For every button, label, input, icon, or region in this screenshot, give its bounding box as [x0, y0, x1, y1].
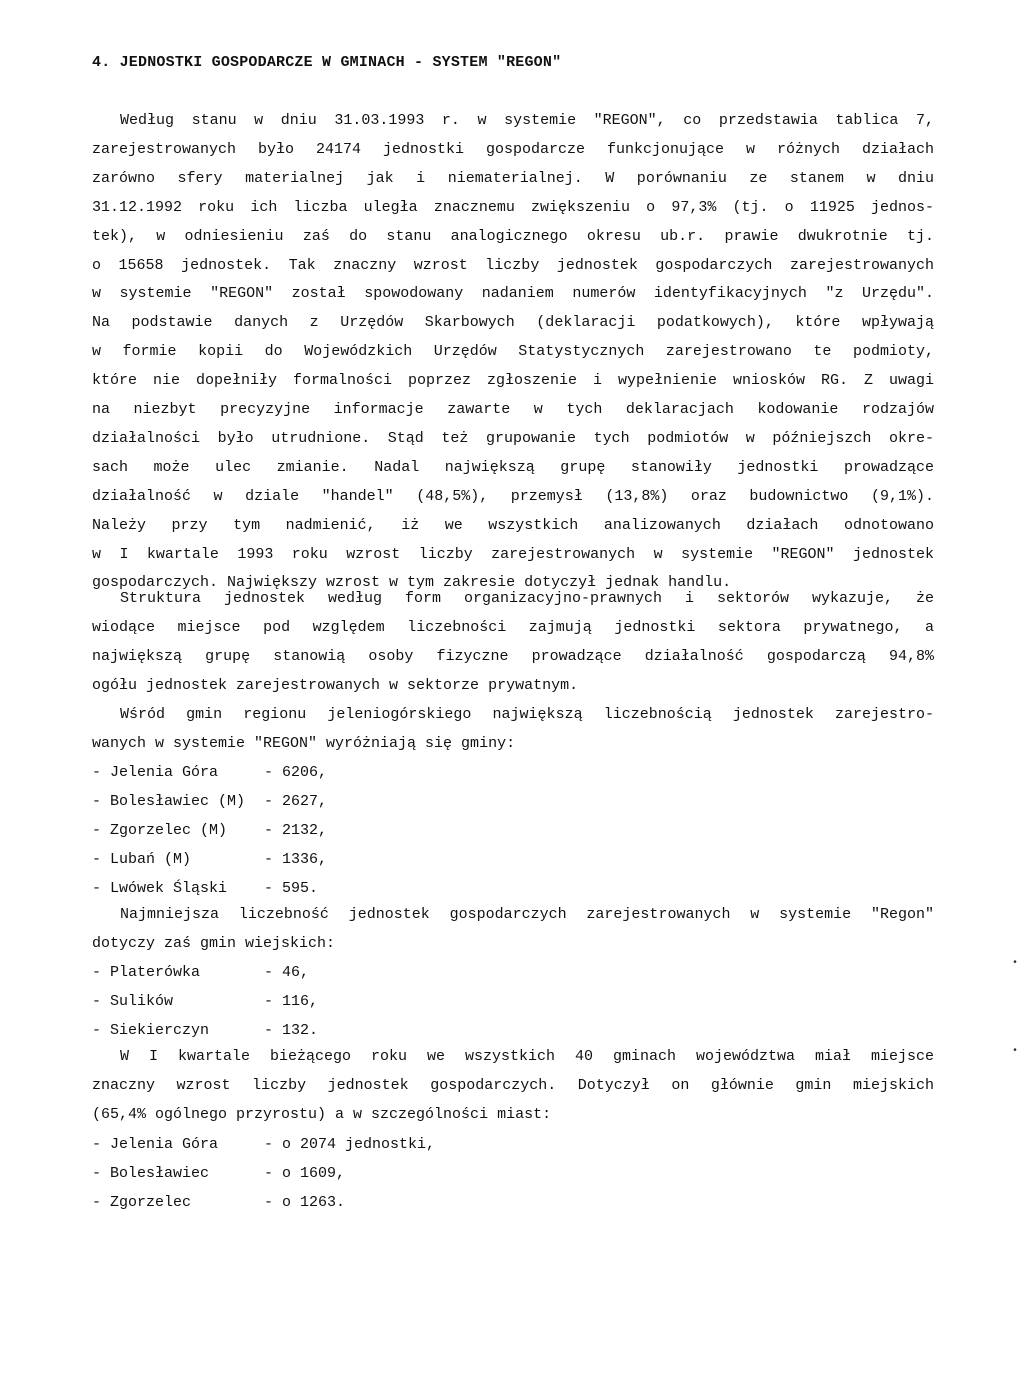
gmina-count: - 1336,: [264, 850, 328, 868]
gmina-name: - Siekierczyn: [92, 1021, 210, 1039]
paragraph1-line: gospodarczych. Największy wzrost w tym zakresie dotyczył jednak handlu.: [92, 574, 732, 592]
paragraph2-line: ogółu jednostek zarejestrowanych w sektorze prywatnym.: [92, 676, 579, 694]
gmina-name: - Sulików: [92, 992, 174, 1010]
top-gminas-item: [92, 793, 327, 811]
gmina-count: - 116,: [264, 992, 319, 1010]
paragraph1-line: Należy przy tym nadmienić, iż we wszystkich analizowanych działach odnotowano: [92, 516, 934, 534]
paragraph1-line: działalności było utrudnione. Stąd też grupowanie tych podmiotów w późniejszch okre-: [92, 429, 934, 447]
gmina-count: - 46,: [264, 964, 310, 981]
growth-cities-item: [92, 1165, 345, 1183]
paragraph1-line: na niezbyt precyzyjne informacje zawarte w tych deklaracjach kodowanie rodzajów: [92, 401, 934, 418]
paragraph1-line: w systemie "REGON" został spowodowany nadaniem numerów identyfikacyjnych "z Urzędu".: [92, 285, 934, 303]
top-gminas-item: [92, 851, 327, 869]
gmina-count: - 595.: [264, 879, 319, 897]
smallest-gminas-item: [92, 1022, 318, 1040]
paragraph1-line: Na podstawie danych z Urzędów Skarbowych (deklaracji podatkowych), które wpływają: [92, 314, 934, 332]
paragraph4-line: dotyczy zaś gmin wiejskich:: [92, 934, 336, 952]
gmina-count: - 132.: [264, 1021, 319, 1039]
growth-cities-item: [92, 1194, 345, 1212]
gmina-name: - Zgorzelec (M): [92, 821, 228, 839]
top-gminas-item: [92, 880, 318, 898]
gmina-name: - Jelenia Góra: [92, 1136, 219, 1153]
growth-cities-item: [92, 1136, 435, 1154]
gmina-name: - Lwówek Śląski: [92, 879, 228, 897]
paragraph1-line: o 15658 jednostek. Tak znaczny wzrost liczby jednostek gospodarczych zarejestrowanych: [92, 256, 934, 274]
paragraph5-line: W I kwartale bieżącego roku we wszystkich 40 gminach województwa miał miejsce: [120, 1048, 934, 1065]
top-gminas-item: [92, 764, 327, 782]
gmina-name: - Jelenia Góra: [92, 764, 219, 781]
gmina-count: - 6206,: [264, 764, 328, 781]
paragraph1-line: działalność w dziale "handel" (48,5%), przemysł (13,8%) oraz budownictwo (9,1%).: [92, 487, 934, 505]
paragraph1-line: 31.12.1992 roku ich liczba uległa znacznemu zwiększeniu o 97,3% (tj. o 11925 jednos-: [92, 198, 934, 216]
gmina-count: - 2627,: [264, 792, 328, 810]
gmina-count: - 2132,: [264, 821, 328, 839]
gmina-name: - Bolesławiec (M): [92, 792, 246, 810]
gmina-name: - Zgorzelec: [92, 1193, 192, 1211]
gmina-count: - o 2074 jednostki,: [264, 1136, 436, 1153]
paragraph5-line: (65,4% ogólnego przyrostu) a w szczególności miast:: [92, 1105, 552, 1123]
smallest-gminas-item: [92, 993, 318, 1011]
scan-mark: •: [1012, 958, 1019, 969]
scan-mark: •: [1012, 1046, 1019, 1057]
paragraph2-line: Struktura jednostek według form organizacyjno-prawnych i sektorów wykazuje, że: [120, 590, 934, 607]
paragraph5-line: znaczny wzrost liczby jednostek gospodarczych. Dotyczył on głównie gmin miejskich: [92, 1076, 934, 1094]
smallest-gminas-item: [92, 964, 309, 982]
paragraph2-line: wiodące miejsce pod względem liczebności zajmują jednostki sektora prywatnego, a: [92, 618, 934, 636]
gmina-count: - o 1263.: [264, 1193, 346, 1211]
paragraph1-line: w formie kopii do Wojewódzkich Urzędów Statystycznych zarejestrowano te podmioty,: [92, 343, 934, 361]
paragraph2-line: największą grupę stanowią osoby fizyczne prowadzące działalność gospodarczą 94,8%: [92, 647, 934, 665]
gmina-name: - Platerówka: [92, 964, 201, 981]
paragraph1-line: zarejestrowanych było 24174 jednostki gospodarcze funkcjonujące w różnych działach: [92, 140, 934, 158]
gmina-count: - o 1609,: [264, 1164, 346, 1182]
paragraph3-line: wanych w systemie "REGON" wyróżniają się gminy:: [92, 734, 516, 752]
top-gminas-item: [92, 822, 327, 840]
paragraph3-line: Wśród gmin regionu jeleniogórskiego największą liczebnością jednostek zarejestro-: [120, 706, 934, 723]
paragraph1-line: tek), w odniesieniu zaś do stanu analogicznego okresu ub.r. prawie dwukrotnie tj.: [92, 227, 934, 245]
gmina-name: - Lubań (M): [92, 850, 192, 868]
paragraph1-line: Według stanu w dniu 31.03.1993 r. w systemie "REGON", co przedstawia tablica 7,: [120, 112, 934, 129]
paragraph1-line: w I kwartale 1993 roku wzrost liczby zarejestrowanych w systemie "REGON" jednostek: [92, 545, 934, 563]
paragraph1-line: które nie dopełniły formalności poprzez zgłoszenie i wypełnienie wniosków RG. Z uwagi: [92, 372, 934, 390]
paragraph1-line: sach może ulec zmianie. Nadal największą grupę stanowiły jednostki prowadzące: [92, 458, 934, 476]
paragraph4-line: Najmniejsza liczebność jednostek gospodarczych zarejestrowanych w systemie "Regon": [120, 906, 934, 923]
paragraph1-line: zarówno sfery materialnej jak i niematerialnej. W porównaniu ze stanem w dniu: [92, 169, 934, 187]
section-heading: 4. JEDNOSTKI GOSPODARCZE W GMINACH - SYSTEM "REGON": [92, 54, 562, 71]
gmina-name: - Bolesławiec: [92, 1164, 210, 1182]
